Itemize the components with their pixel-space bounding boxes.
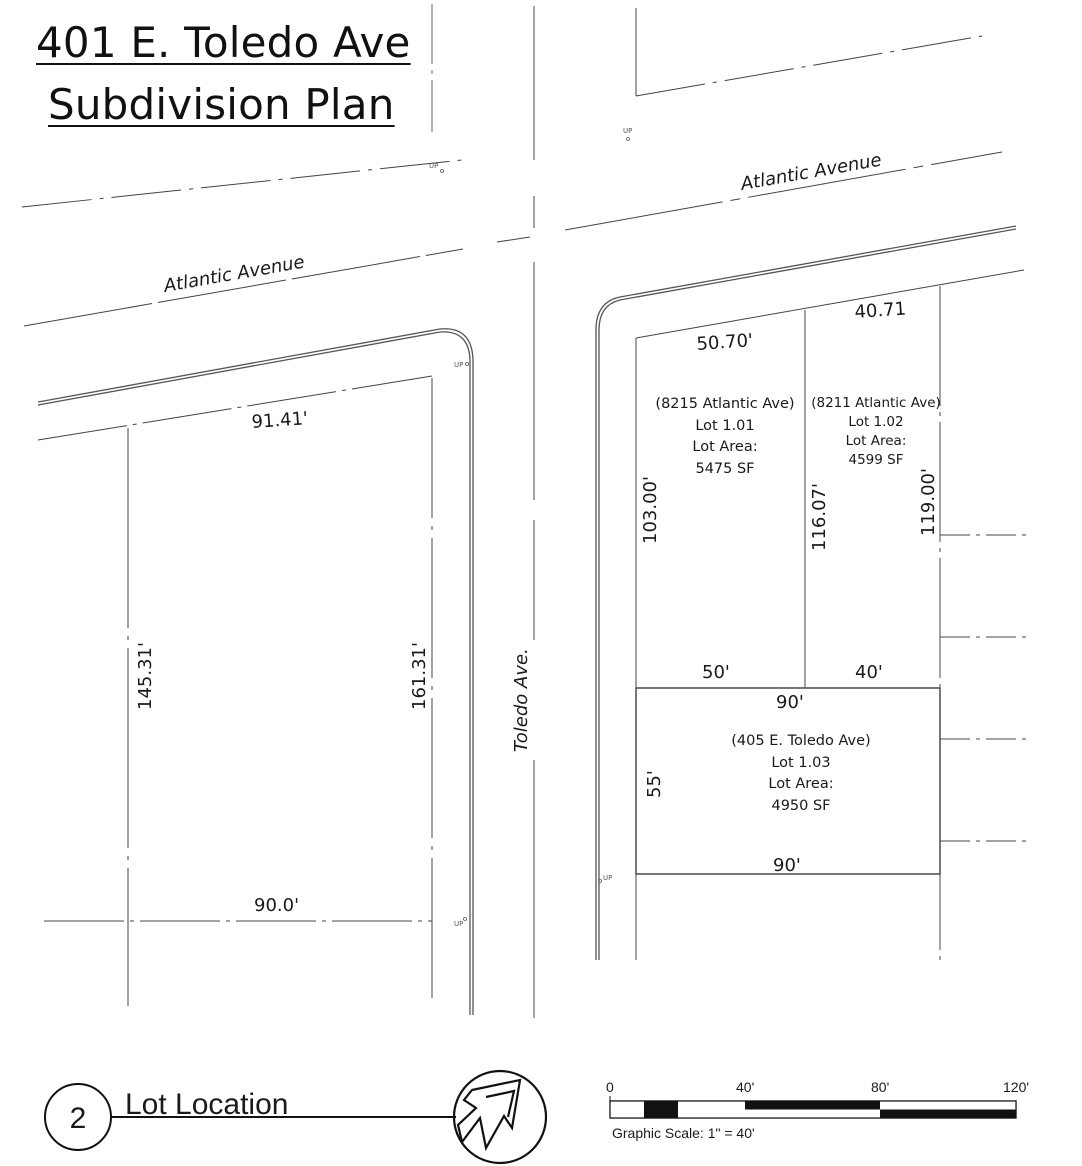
lot-1-01-address: (8215 Atlantic Ave)	[655, 396, 795, 412]
scale-tick-label-0: 0	[606, 1079, 614, 1095]
lot-1-01-info	[655, 396, 794, 477]
scale-bar-segment	[880, 1110, 1016, 1119]
scale-bar-segment	[610, 1101, 644, 1110]
dimension-lot-1-01-side: 103.00'	[640, 476, 661, 544]
scale-bar-segment	[622, 1110, 644, 1119]
scale-bar-segment	[644, 1101, 678, 1110]
utility-poles	[429, 127, 632, 928]
lot-1-01-number: Lot 1.01	[695, 418, 755, 434]
lot-1-02-area: 4599 SF	[848, 452, 904, 468]
scale-tick-label-80: 80'	[871, 1079, 890, 1095]
north-arrow-icon	[454, 1071, 546, 1163]
dimension-lot-1-01-front: 50.70'	[695, 330, 754, 355]
scale-bar-segment	[678, 1101, 745, 1110]
plan-title-line-1: 401 E. Toledo Ave	[36, 18, 411, 67]
dimension-lot-1-03-side: 55'	[644, 770, 665, 798]
dimension-lot-1-02-rear: 40'	[855, 662, 883, 683]
svg-text:UP: UP	[429, 162, 439, 170]
dimension-lot-1-01-rear: 50'	[702, 662, 730, 683]
curb-lines	[38, 226, 1016, 1015]
svg-text:UP: UP	[603, 874, 613, 882]
utility-pole-icon	[454, 918, 467, 929]
dimension-lot-1-03-bottom: 90'	[773, 855, 801, 876]
svg-text:UP: UP	[454, 361, 464, 369]
scale-bar-segment	[678, 1110, 745, 1119]
scale-bar-segment	[644, 1110, 678, 1119]
lot-1-02-area-label: Lot Area:	[845, 433, 907, 449]
dimension-left-parcel-right: 161.31'	[409, 642, 430, 710]
graphic-scale	[606, 1079, 1029, 1141]
lot-1-03-area-label: Lot Area:	[768, 776, 834, 792]
scale-tick-label-120: 120'	[1003, 1079, 1030, 1095]
lot-1-02-number: Lot 1.02	[848, 414, 904, 430]
scale-caption: Graphic Scale: 1" = 40'	[612, 1125, 755, 1141]
north-parcel-lines	[636, 8, 982, 96]
dimension-left-parcel-bottom: 90.0'	[254, 895, 300, 916]
callout-number: 2	[69, 1102, 87, 1135]
lot-1-02-info	[811, 395, 941, 468]
dimension-lot-1-02-side-left: 116.07'	[809, 483, 830, 551]
callout-title: Lot Location	[125, 1088, 289, 1121]
street-label-atlantic-right: Atlantic Avenue	[739, 149, 884, 195]
utility-pole-icon	[599, 874, 613, 883]
right-lots-lines	[636, 270, 1026, 960]
dimension-lot-1-02-side-right: 119.00'	[918, 468, 939, 536]
lot-1-03-number: Lot 1.03	[771, 755, 831, 771]
lot-1-02-address: (8211 Atlantic Ave)	[811, 395, 941, 411]
lot-location-callout	[45, 1084, 456, 1150]
dimension-left-parcel-top: 91.41'	[250, 408, 309, 433]
svg-text:UP: UP	[623, 127, 633, 135]
utility-pole-icon	[623, 127, 632, 141]
scale-bar-segment	[880, 1101, 1016, 1110]
scale-bar-segment	[745, 1101, 880, 1110]
lot-1-01-area: 5475 SF	[695, 461, 755, 477]
lot-1-03-area: 4950 SF	[771, 798, 831, 814]
lot-1-03-address: (405 E. Toledo Ave)	[731, 733, 871, 749]
street-label-atlantic-left: Atlantic Avenue	[162, 251, 307, 297]
scale-tick-label-40: 40'	[736, 1079, 755, 1095]
street-label-toledo: Toledo Ave.	[511, 648, 532, 752]
left-parcel-lines	[38, 376, 432, 1006]
dimension-left-parcel-left: 145.31'	[135, 642, 156, 710]
utility-pole-icon	[454, 361, 469, 369]
utility-pole-icon	[429, 162, 444, 173]
svg-text:UP: UP	[454, 920, 464, 928]
scale-bar-segment	[745, 1110, 880, 1119]
dimension-lot-1-03-top: 90'	[776, 692, 804, 713]
dimension-lot-1-02-front: 40.71	[853, 298, 907, 323]
plan-title-line-2: Subdivision Plan	[48, 80, 395, 129]
lot-1-03-info	[731, 733, 870, 814]
lot-1-01-area-label: Lot Area:	[692, 439, 758, 455]
